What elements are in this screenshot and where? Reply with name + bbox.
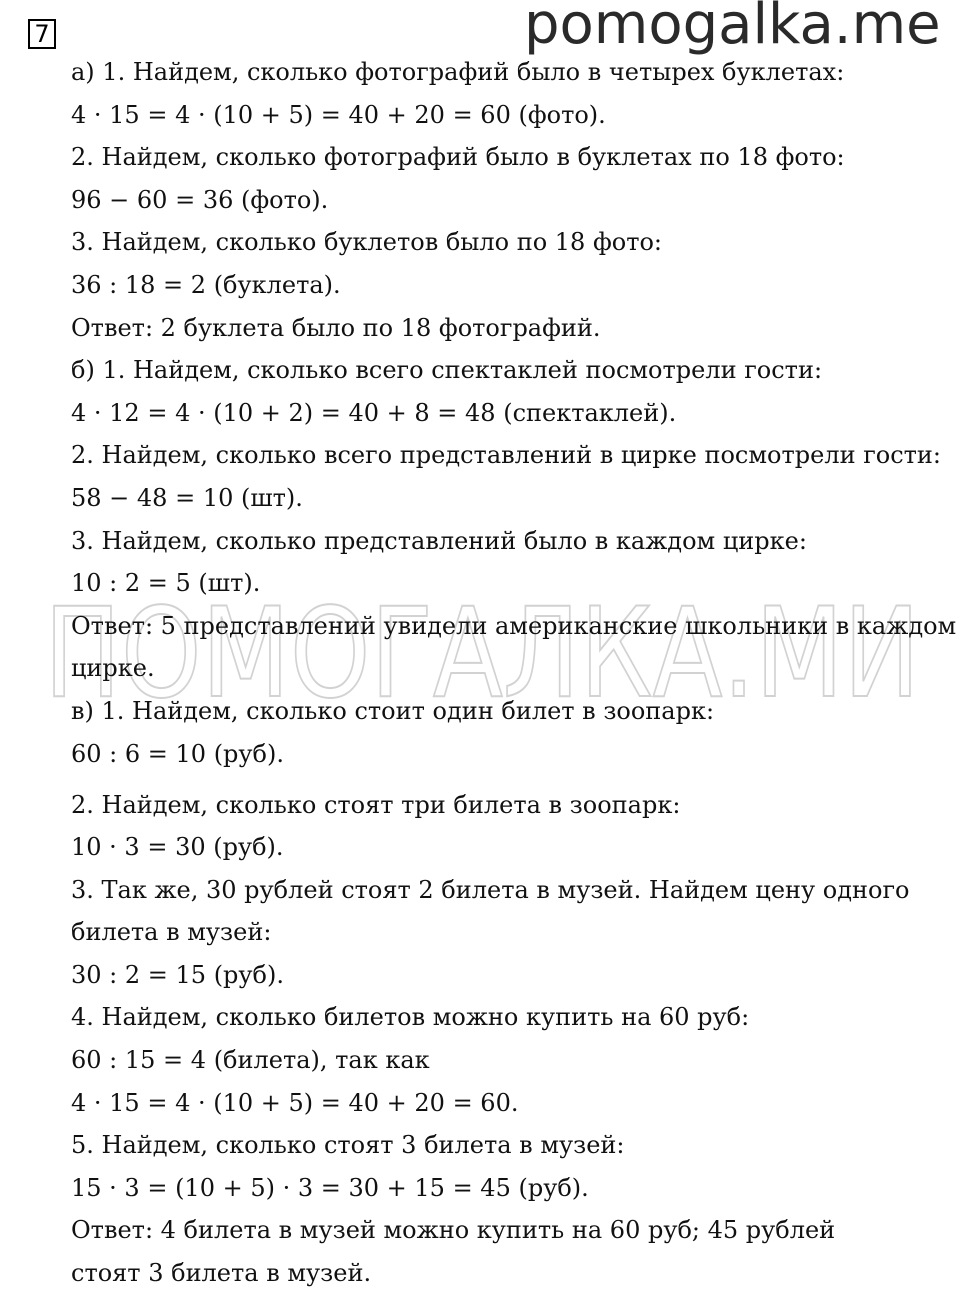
answer-line: Ответ: 2 буклета было по 18 фотографий. [71, 313, 601, 342]
watermark-text: ПОМОГАЛКА.МИ [44, 596, 920, 706]
text-line: 3. Найдем, сколько буклетов было по 18 фото: [71, 228, 662, 257]
formula-line: 60 : 6 = 10 (руб). [71, 739, 284, 768]
formula-line: 4 · 15 = 4 · (10 + 5) = 40 + 20 = 60 (фото). [71, 100, 606, 129]
formula-line: 36 : 18 = 2 (буклета). [71, 270, 341, 299]
text-line: а) 1. Найдем, сколько фотографий было в четырех буклетах: [71, 58, 845, 86]
text-line: 3. Так же, 30 рублей стоят 2 билета в музей. Найдем цену одного [71, 875, 910, 904]
answer-line: стоят 3 билета в музей. [71, 1259, 372, 1288]
text-line: 3. Найдем, сколько представлений было в каждом цирке: [71, 526, 807, 555]
text-line: 2. Найдем, сколько стоят три билета в зоопарк: [71, 790, 681, 819]
formula-line: 15 · 3 = (10 + 5) · 3 = 30 + 15 = 45 (руб). [71, 1173, 589, 1202]
answer-line: цирке. [71, 654, 155, 683]
answer-line: Ответ: 4 билета в музей можно купить на 60 руб; 45 рублей [71, 1216, 836, 1245]
text-line: б) 1. Найдем, сколько всего спектаклей посмотрели гости: [71, 356, 823, 385]
text-line: в) 1. Найдем, сколько стоит один билет в зоопарк: [71, 696, 715, 725]
formula-line: 4 · 12 = 4 · (10 + 2) = 40 + 8 = 48 (спектаклей). [71, 398, 677, 427]
formula-line: 96 − 60 = 36 (фото). [71, 185, 329, 214]
text-line: 5. Найдем, сколько стоят 3 билета в музей: [71, 1131, 625, 1160]
site-logo: pomogalka.me [524, 0, 941, 57]
text-line: 2. Найдем, сколько фотографий было в буклетах по 18 фото: [71, 143, 845, 172]
task-number-badge: 7 [28, 19, 56, 49]
formula-line: 4 · 15 = 4 · (10 + 5) = 40 + 20 = 60. [71, 1088, 519, 1117]
text-line: 2. Найдем, сколько всего представлений в цирке посмотрели гости: [71, 441, 942, 470]
solution-text [71, 56, 957, 1300]
formula-line: 58 − 48 = 10 (шт). [71, 483, 303, 512]
text-line: 4. Найдем, сколько билетов можно купить на 60 руб: [71, 1003, 750, 1032]
text-line: билета в музей: [71, 918, 272, 947]
formula-line: 60 : 15 = 4 (билета), так как [71, 1046, 430, 1075]
answer-line: Ответ: 5 представлений увидели американские школьники в каждом [71, 611, 957, 640]
formula-line: 10 : 2 = 5 (шт). [71, 569, 261, 598]
formula-line: 30 : 2 = 15 (руб). [71, 960, 284, 989]
formula-line: 10 · 3 = 30 (руб). [71, 833, 284, 862]
